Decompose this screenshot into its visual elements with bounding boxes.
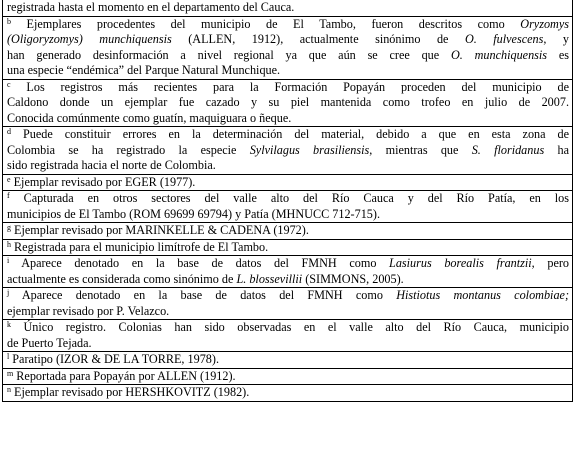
italic-text: O. fulvescens (464, 32, 544, 46)
footnote-marker: l (7, 352, 10, 361)
text-segment: sido registrada hacia el norte de Colombia. (7, 158, 216, 172)
footnote-line (7, 0, 569, 16)
footnote-marker: h (7, 239, 11, 249)
text-segment: Puede constituir errores en la determinación del material, debido a que en esta zona de (22, 127, 569, 141)
footnote-marker: c (7, 79, 11, 89)
footnote-marker: j (7, 288, 10, 297)
footnote-line (7, 304, 569, 320)
footnote-line (7, 336, 569, 352)
footnote-line (7, 352, 569, 368)
footnote-row (3, 17, 572, 80)
text-segment: de Puerto Tejada. (7, 335, 92, 350)
footnote-marker: e (7, 174, 11, 184)
footnote-row (3, 175, 572, 192)
footnote-line (7, 175, 569, 191)
text-segment: ha (544, 142, 569, 157)
italic-text: L. blossevillii (236, 271, 303, 286)
footnote-line (7, 63, 569, 79)
footnote-line (7, 256, 569, 272)
footnote-row (3, 320, 572, 352)
text-segment: Caldono donde un ejemplar fue cazado y su piel mantenida como trofeo en julio de 2007. (7, 95, 569, 109)
text-segment: Capturada en otros sectores del valle alto del Río Cauca y del Río Patía, en los (23, 191, 570, 205)
text-segment: , y (543, 32, 569, 46)
footnote-marker: g (7, 223, 11, 232)
footnote-line (7, 272, 569, 288)
footnote-line (7, 48, 569, 64)
text-segment: municipios de El Tambo (ROM 69699 69794) y Patía (MHNUCC 712-715). (7, 206, 380, 221)
footnote-line (7, 223, 569, 239)
footnote-line (7, 191, 569, 207)
text-segment: una especie “endémica” del Parque Natural Munchique. (7, 63, 281, 77)
footnote-line (7, 240, 569, 256)
text-segment: Colombia se ha registrado la especie (7, 142, 250, 157)
text-segment: (ALLEN, 1912), actualmente sinónimo de (171, 32, 465, 46)
text-segment: Los registros más recientes para la Formación Popayán proceden del municipio de (26, 79, 569, 94)
text-segment: actualmente es considerada como sinónimo de (7, 271, 237, 286)
footnote-marker: f (7, 191, 10, 200)
text-segment: Aparece denotado en la base de datos del FMNH como (21, 256, 390, 270)
footnote-row (3, 0, 572, 17)
text-segment: pero (534, 256, 570, 270)
text-segment: , mientras que (369, 142, 472, 157)
footnote-marker: k (7, 320, 11, 329)
italic-text: Histiotus montanus colombiae; (396, 288, 570, 302)
footnote-line (7, 111, 569, 127)
italic-text: Sylvilagus brasiliensis (249, 142, 370, 157)
footnote-row (3, 256, 572, 288)
footnote-row (3, 127, 572, 175)
text-segment: Ejemplar revisado por MARINKELLE & CADENA (1972). (14, 223, 309, 237)
footnote-marker: n (7, 385, 11, 394)
footnote-marker: m (7, 368, 14, 378)
text-segment: (SIMMONS, 2005). (302, 271, 404, 286)
text-segment: ejemplar revisado por P. Velazco. (7, 303, 170, 318)
text-segment: registrada hasta el momento en el departamento del Cauca. (7, 0, 295, 14)
footnote-line (7, 80, 569, 96)
footnote-row (3, 369, 572, 386)
footnote-row (3, 223, 572, 240)
footnote-line (7, 320, 569, 336)
footnote-marker: b (7, 16, 11, 26)
text-segment: Ejemplares procedentes del municipio de El Tambo, fueron descritos como (26, 16, 521, 31)
text-segment: Ejemplar revisado por HERSHKOVITZ (1982). (14, 385, 250, 399)
text-segment: es (547, 47, 569, 62)
footnote-line (7, 17, 569, 33)
text-segment: Paratipo (IZOR & DE LA TORRE, 1978). (12, 352, 220, 366)
footnote-row (3, 352, 572, 369)
text-segment: Conocida comúnmente como guatín, maquiguara o ñeque. (7, 110, 292, 125)
footnote-line (7, 143, 569, 159)
text-segment: Reportada para Popayán por ALLEN (1912). (16, 368, 236, 383)
italic-text: (Oligoryzomys) munchiquensis (7, 32, 172, 46)
footnote-line (7, 32, 569, 48)
footnote-line (7, 95, 569, 111)
footnote-line (7, 127, 569, 143)
footnote-line (7, 207, 569, 223)
italic-text: Oryzomys (520, 16, 570, 31)
text-segment: han generado desinformación a nivel regional ya que aún se cree que (7, 47, 451, 62)
footnote-row (3, 385, 572, 402)
footnote-row (3, 80, 572, 128)
footnote-row (3, 288, 572, 320)
italic-text: O. munchiquensis (450, 47, 548, 62)
footnote-row (3, 240, 572, 257)
italic-text: Lasiurus borealis frantzii, (389, 256, 535, 270)
text-segment: Único registro. Colonias han sido observadas en el valle alto del Río Cauca, municipio (23, 320, 570, 334)
text-segment: Ejemplar revisado por EGER (1977). (13, 174, 196, 189)
footnote-line (7, 288, 569, 304)
footnote-marker: d (7, 127, 11, 136)
italic-text: S. floridanus (471, 142, 545, 157)
footnotes-table (2, 0, 573, 402)
footnote-line (7, 385, 569, 401)
footnote-line (7, 369, 569, 385)
footnote-marker: i (7, 256, 10, 265)
text-segment: Aparece denotado en la base de datos del FMNH como (21, 288, 397, 302)
footnote-line (7, 158, 569, 174)
footnote-row (3, 191, 572, 223)
text-segment: Registrada para el municipio limítrofe de El Tambo. (14, 239, 269, 254)
